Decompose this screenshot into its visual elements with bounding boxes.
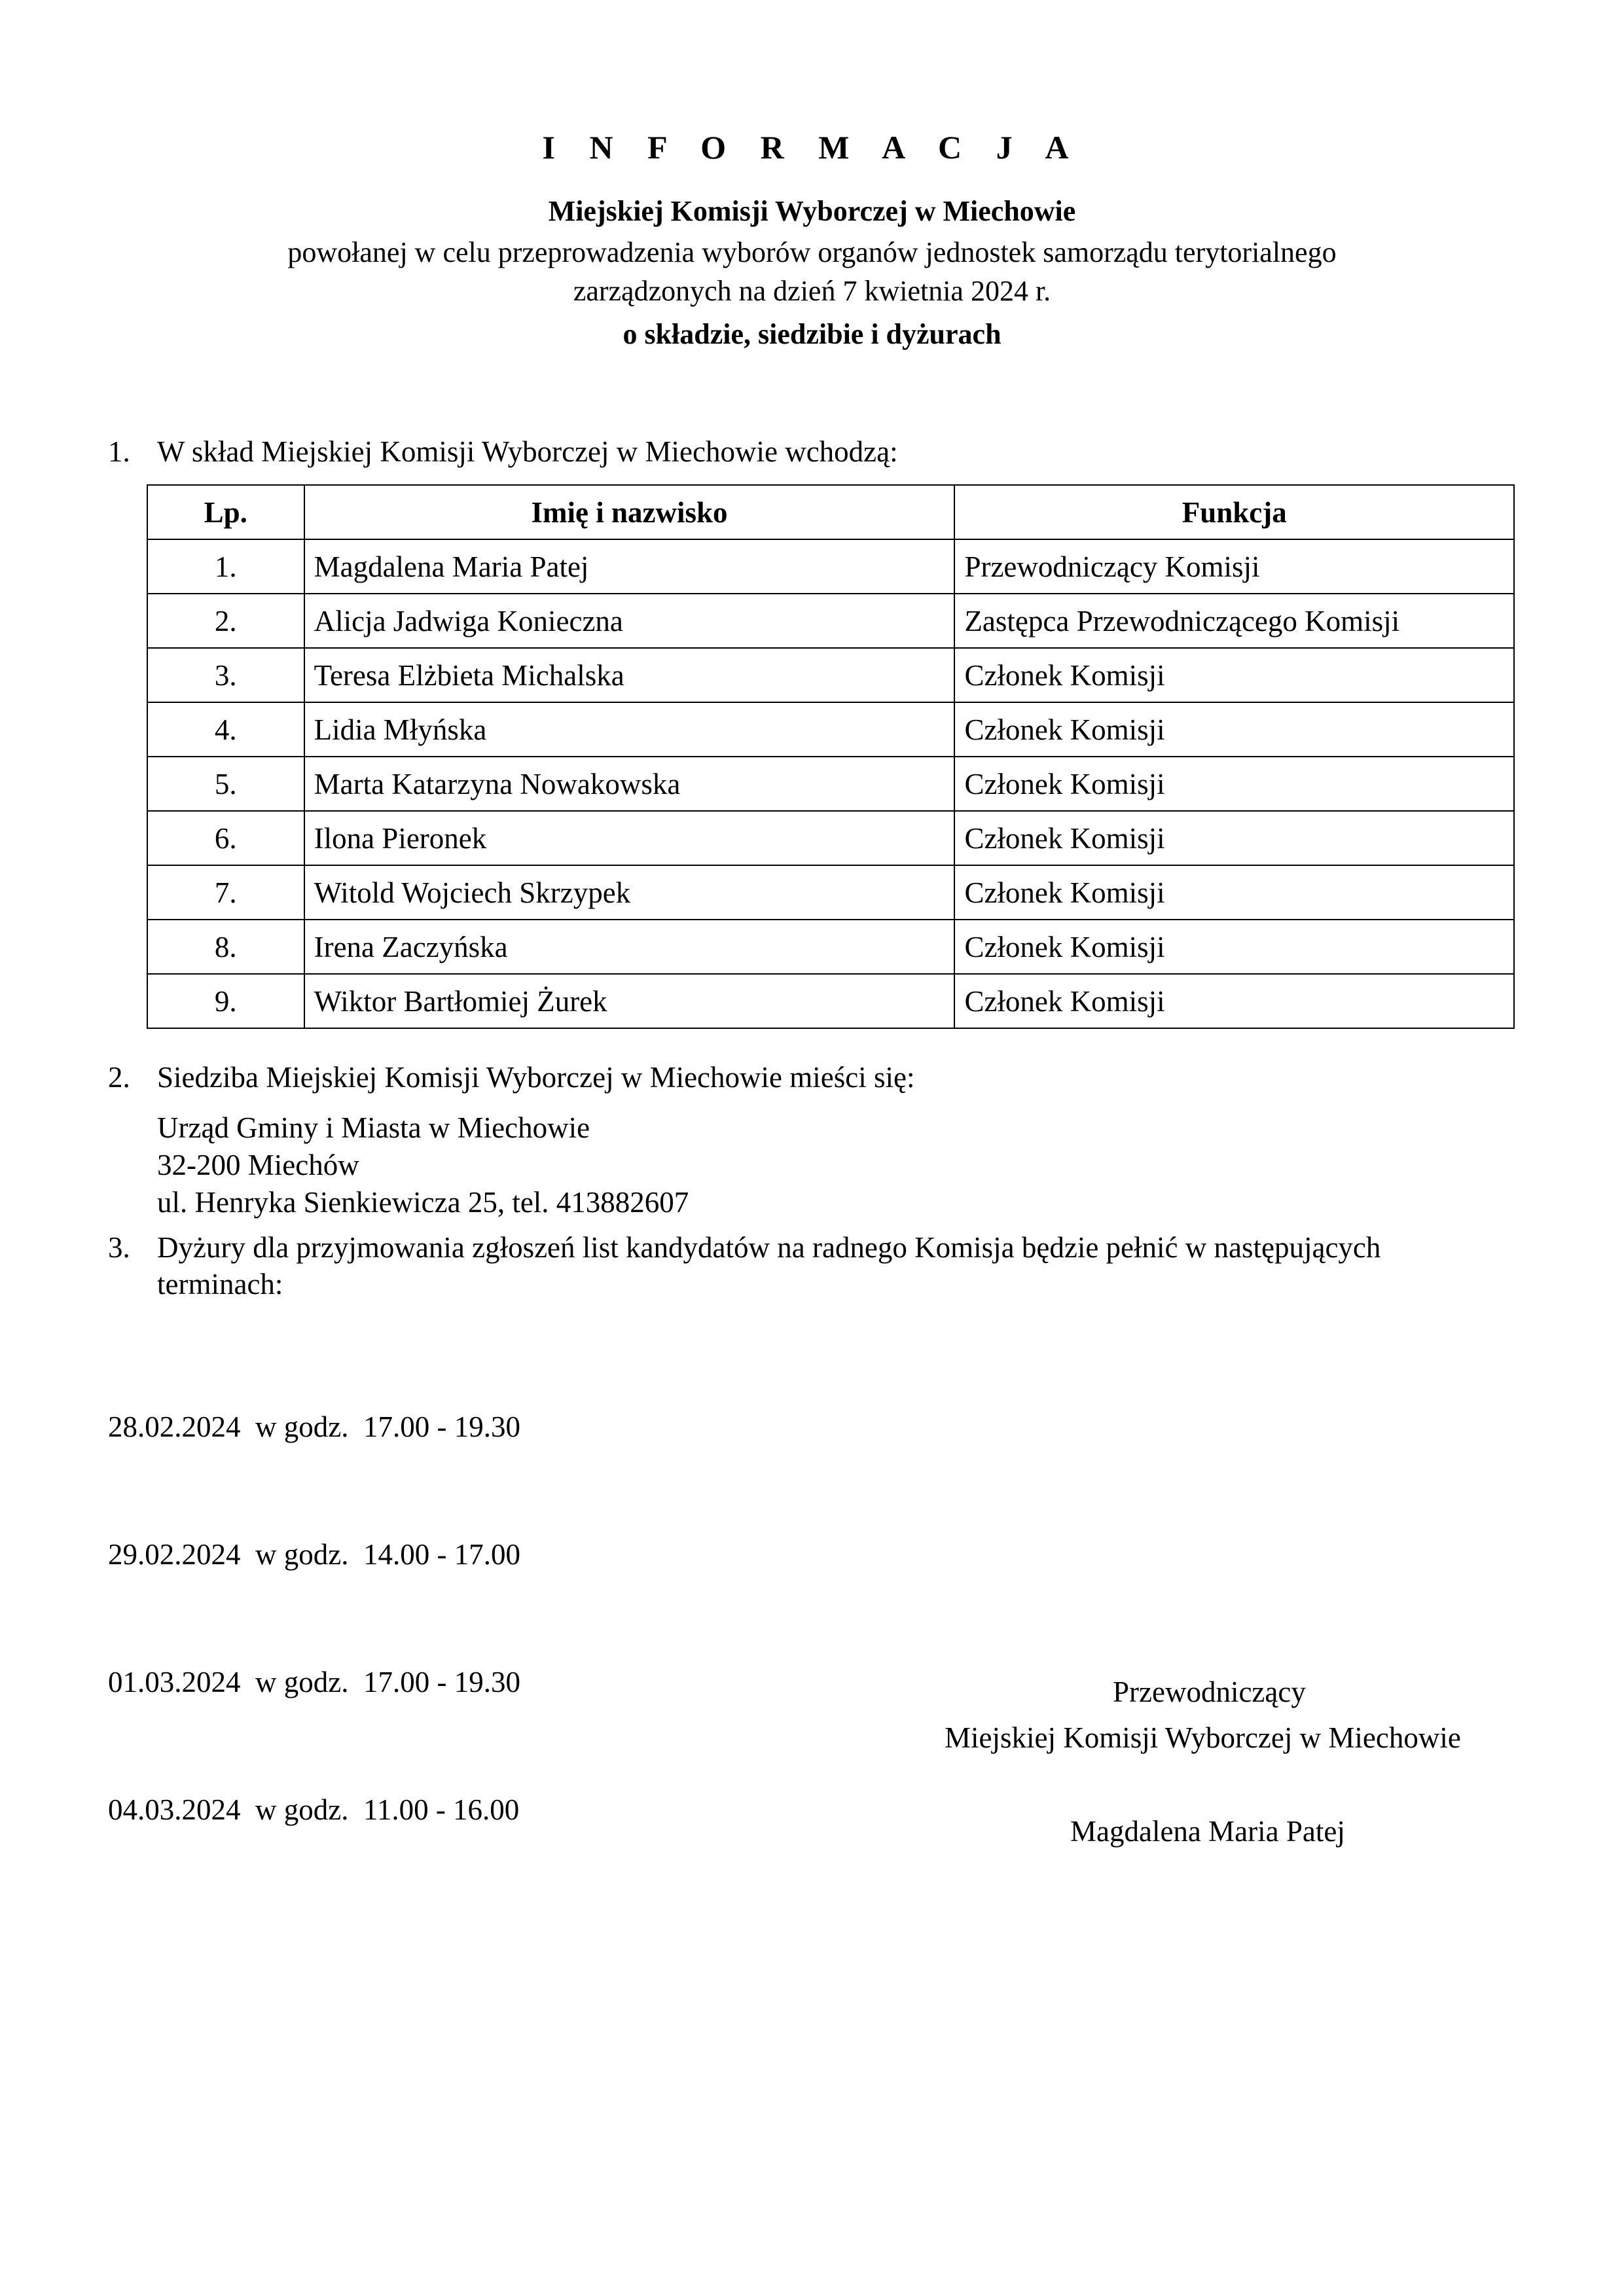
cell-name: Alicja Jadwiga Konieczna [304,594,955,648]
table-row [147,920,1514,974]
table-row [147,865,1514,920]
duty-schedule [108,1335,520,1919]
members-table [147,484,1515,1029]
table-row [147,594,1514,648]
cell-name: Marta Katarzyna Nowakowska [304,757,955,811]
duty-row [108,1536,520,1573]
cell-name: Lidia Młyńska [304,702,955,757]
purpose-line-1: powołanej w celu przeprowadzenia wyborów organów jednostek samorządu terytorialnego [287,236,1337,268]
address-line-1: Urząd Gminy i Miasta w Miechowie [157,1111,590,1144]
cell-function: Członek Komisji [954,702,1514,757]
cell-name: Ilona Pieronek [304,811,955,865]
duty-row [108,1791,520,1828]
document-title: I N F O R M A C J A [542,129,1082,166]
table-header-row [147,485,1514,539]
cell-name: Wiktor Bartłomiej Żurek [304,974,955,1028]
cell-name: Magdalena Maria Patej [304,539,955,594]
section-2-text: Siedziba Miejskiej Komisji Wyborczej w Miechowie mieści się: [157,1061,915,1094]
cell-lp: 5. [147,757,304,811]
duty-hours: 17.00 - 19.30 [363,1410,520,1443]
address-line-2: 32-200 Miechów [157,1149,359,1181]
section-3-text-line-1: Dyżury dla przyjmowania zgłoszeń list kandydatów na radnego Komisja będzie pełnić w następujących [157,1231,1381,1264]
cell-lp: 3. [147,648,304,702]
cell-function: Członek Komisji [954,974,1514,1028]
duty-row [108,1408,520,1445]
cell-lp: 9. [147,974,304,1028]
cell-function: Członek Komisji [954,811,1514,865]
cell-function: Członek Komisji [954,865,1514,920]
cell-function: Członek Komisji [954,648,1514,702]
section-2-number: 2. [108,1061,130,1094]
duty-hours: 14.00 - 17.00 [363,1538,520,1571]
column-header-function: Funkcja [954,485,1514,539]
cell-function: Zastępca Przewodniczącego Komisji [954,594,1514,648]
cell-function: Członek Komisji [954,757,1514,811]
signature-name: Magdalena Maria Patej [1070,1815,1345,1848]
document-topic: o składzie, siedzibie i dyżurach [623,318,1001,350]
commission-address [157,1109,689,1221]
cell-function: Przewodniczący Komisji [954,539,1514,594]
cell-lp: 8. [147,920,304,974]
duty-date: 29.02.2024 [108,1538,241,1571]
table-row [147,702,1514,757]
cell-name: Teresa Elżbieta Michalska [304,648,955,702]
table-row [147,757,1514,811]
duty-label: w godz. [255,1538,349,1571]
column-header-name: Imię i nazwisko [304,485,955,539]
table-row [147,539,1514,594]
duty-hours: 11.00 - 16.00 [363,1793,520,1826]
signature-role: Przewodniczący [1113,1676,1306,1708]
duty-label: w godz. [255,1666,349,1698]
cell-lp: 1. [147,539,304,594]
section-1-text: W skład Miejskiej Komisji Wyborczej w Miechowie wchodzą: [157,435,898,468]
table-row [147,811,1514,865]
cell-function: Członek Komisji [954,920,1514,974]
duty-date: 04.03.2024 [108,1793,241,1826]
duty-row [108,1664,520,1700]
cell-lp: 6. [147,811,304,865]
committee-name: Miejskiej Komisji Wyborczej w Miechowie [548,195,1076,227]
cell-name: Irena Zaczyńska [304,920,955,974]
signature-body: Miejskiej Komisji Wyborczej w Miechowie [945,1721,1461,1754]
column-header-lp: Lp. [147,485,304,539]
duty-label: w godz. [255,1793,349,1826]
section-3-number: 3. [108,1231,130,1264]
cell-lp: 4. [147,702,304,757]
cell-lp: 7. [147,865,304,920]
duty-hours: 17.00 - 19.30 [363,1666,520,1698]
table-row [147,974,1514,1028]
cell-name: Witold Wojciech Skrzypek [304,865,955,920]
cell-lp: 2. [147,594,304,648]
duty-date: 28.02.2024 [108,1410,241,1443]
table-row [147,648,1514,702]
address-line-3: ul. Henryka Sienkiewicza 25, tel. 413882607 [157,1186,689,1219]
section-3-text-line-2: terminach: [157,1268,283,1300]
purpose-line-2: zarządzonych na dzień 7 kwietnia 2024 r. [573,275,1051,307]
section-1-number: 1. [108,435,130,468]
duty-date: 01.03.2024 [108,1666,241,1698]
duty-label: w godz. [255,1410,349,1443]
